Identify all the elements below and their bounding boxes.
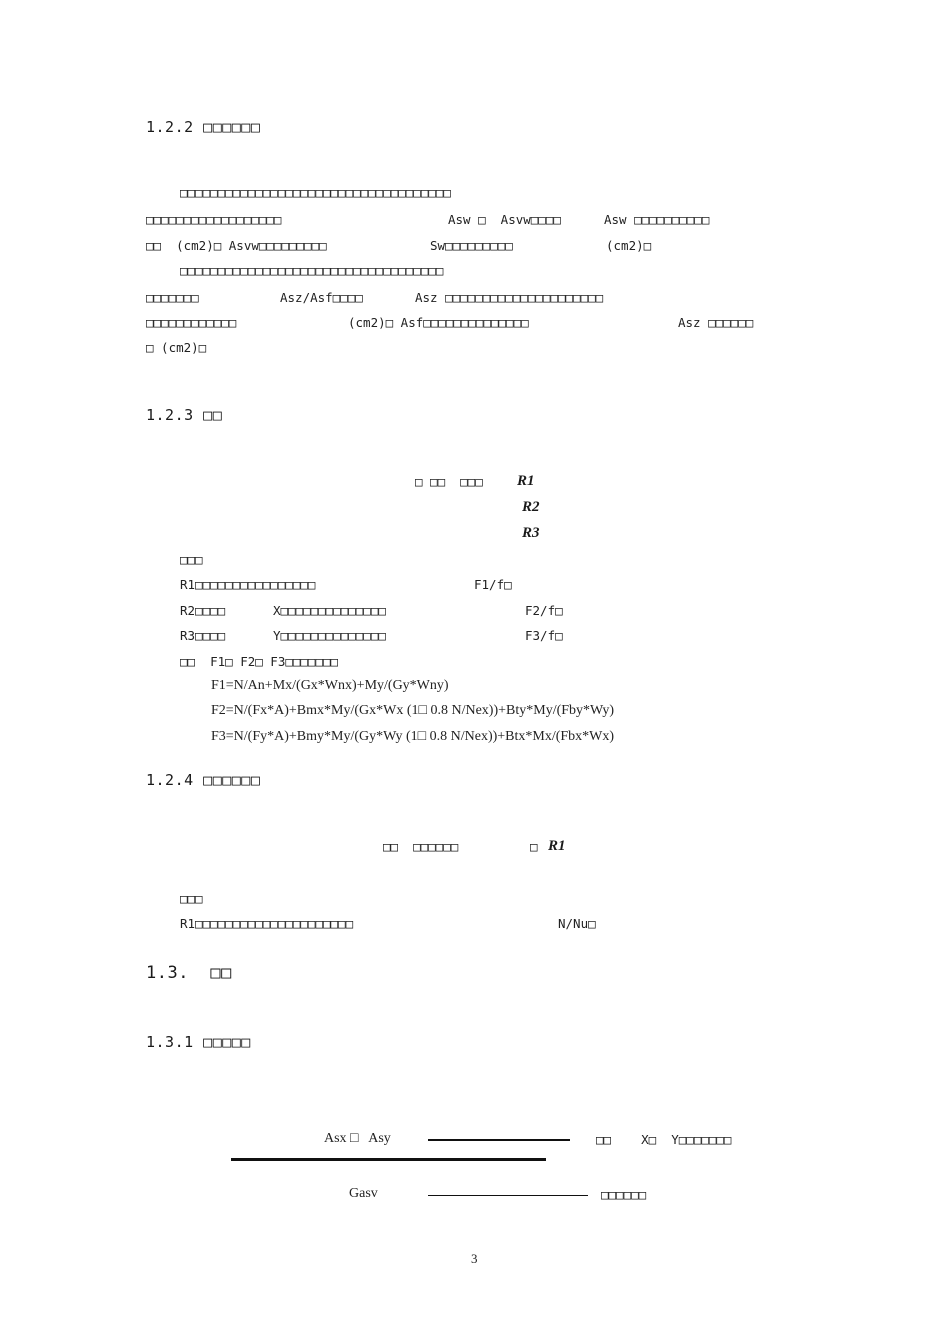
legend-description: □□ X□ Y□□□□□□□ bbox=[596, 1132, 732, 1147]
paragraph-text: (cm2)□ bbox=[606, 238, 652, 253]
page-number: 3 bbox=[471, 1251, 478, 1266]
paragraph-text: □ (cm2)□ bbox=[146, 340, 207, 355]
definition-text: R3□□□□ bbox=[180, 628, 226, 643]
divider-line bbox=[231, 1158, 546, 1161]
legend-asx-asy: Asx □ Asy bbox=[324, 1131, 391, 1146]
legend-line-asx bbox=[428, 1139, 570, 1141]
definition-text: R1□□□□□□□□□□□□□□□□□□□□□ bbox=[180, 916, 354, 931]
section-heading-1-2-2: 1.2.2 □□□□□□ bbox=[146, 118, 261, 136]
paragraph-text: Asw □ Asvw□□□□ bbox=[448, 212, 561, 227]
definition-text: F3/f□ bbox=[525, 628, 563, 643]
legend-gasv: Gasv bbox=[349, 1186, 378, 1201]
definition-text: R2□□□□ bbox=[180, 603, 226, 618]
paragraph-text: □□□□□□□□□□□□□□□□□□□□□□□□□□□□□□□□□□□□ bbox=[180, 185, 451, 200]
where-label: □□□ bbox=[180, 552, 203, 567]
section-heading-1-2-3: 1.2.3 □□ bbox=[146, 406, 223, 424]
formula-f3: F3=N/(Fy*A)+Bmy*My/(Gy*Wy (1□ 0.8 N/Nex))+Btx*Mx/(Fbx*Wx) bbox=[211, 729, 615, 744]
paragraph-text: □□□□□□□□□□□□ bbox=[146, 315, 237, 330]
formula-f1: F1=N/An+Mx/(Gx*Wnx)+My/(Gy*Wny) bbox=[211, 678, 449, 693]
equation-label: □□ □□□□□□ bbox=[383, 839, 459, 854]
paragraph-text: □□□□□□□□□□□□□□□□□□ bbox=[146, 212, 282, 227]
definition-text: F1/f□ bbox=[474, 577, 512, 592]
paragraph-text: Sw□□□□□□□□□ bbox=[430, 238, 513, 253]
paragraph-text: □□□□□□□□□□□□□□□□□□□□□□□□□□□□□□□□□□□ bbox=[180, 263, 444, 278]
formula-f2: F2=N/(Fx*A)+Bmx*My/(Gx*Wx (1□ 0.8 N/Nex))+Bty*My/(Fby*Wy) bbox=[211, 703, 615, 718]
paragraph-text: □□ (cm2)□ Asvw□□□□□□□□□ bbox=[146, 238, 327, 253]
paragraph-text: □□□□□□□ bbox=[146, 290, 199, 305]
section-heading-1-3-1: 1.3.1 □□□□□ bbox=[146, 1033, 251, 1051]
definition-text: F2/f□ bbox=[525, 603, 563, 618]
where-label: □□□ bbox=[180, 891, 203, 906]
paragraph-text: (cm2)□ Asf□□□□□□□□□□□□□□ bbox=[348, 315, 529, 330]
equation-r2: R2 bbox=[522, 499, 540, 515]
section-heading-1-3: 1.3. □□ bbox=[146, 963, 232, 983]
equation-label: □ bbox=[530, 839, 538, 854]
equation-r1: R1 bbox=[517, 473, 535, 489]
definition-text: □□ F1□ F2□ F3□□□□□□□ bbox=[180, 654, 339, 669]
legend-line-gasv bbox=[428, 1195, 588, 1196]
section-heading-1-2-4: 1.2.4 □□□□□□ bbox=[146, 771, 261, 789]
legend-description: □□□□□□ bbox=[601, 1187, 647, 1202]
paragraph-text: Asz □□□□□□ bbox=[678, 315, 754, 330]
definition-text: N/Nu□ bbox=[558, 916, 596, 931]
paragraph-text: Asw □□□□□□□□□□ bbox=[604, 212, 710, 227]
equation-r3: R3 bbox=[522, 525, 540, 541]
definition-text: Y□□□□□□□□□□□□□□ bbox=[273, 628, 386, 643]
paragraph-text: Asz/Asf□□□□ bbox=[280, 290, 363, 305]
paragraph-text: Asz □□□□□□□□□□□□□□□□□□□□□ bbox=[415, 290, 604, 305]
definition-text: X□□□□□□□□□□□□□□ bbox=[273, 603, 386, 618]
definition-text: R1□□□□□□□□□□□□□□□□ bbox=[180, 577, 316, 592]
equation-r1: R1 bbox=[548, 838, 566, 854]
equation-label: □ □□ □□□ bbox=[415, 474, 483, 489]
